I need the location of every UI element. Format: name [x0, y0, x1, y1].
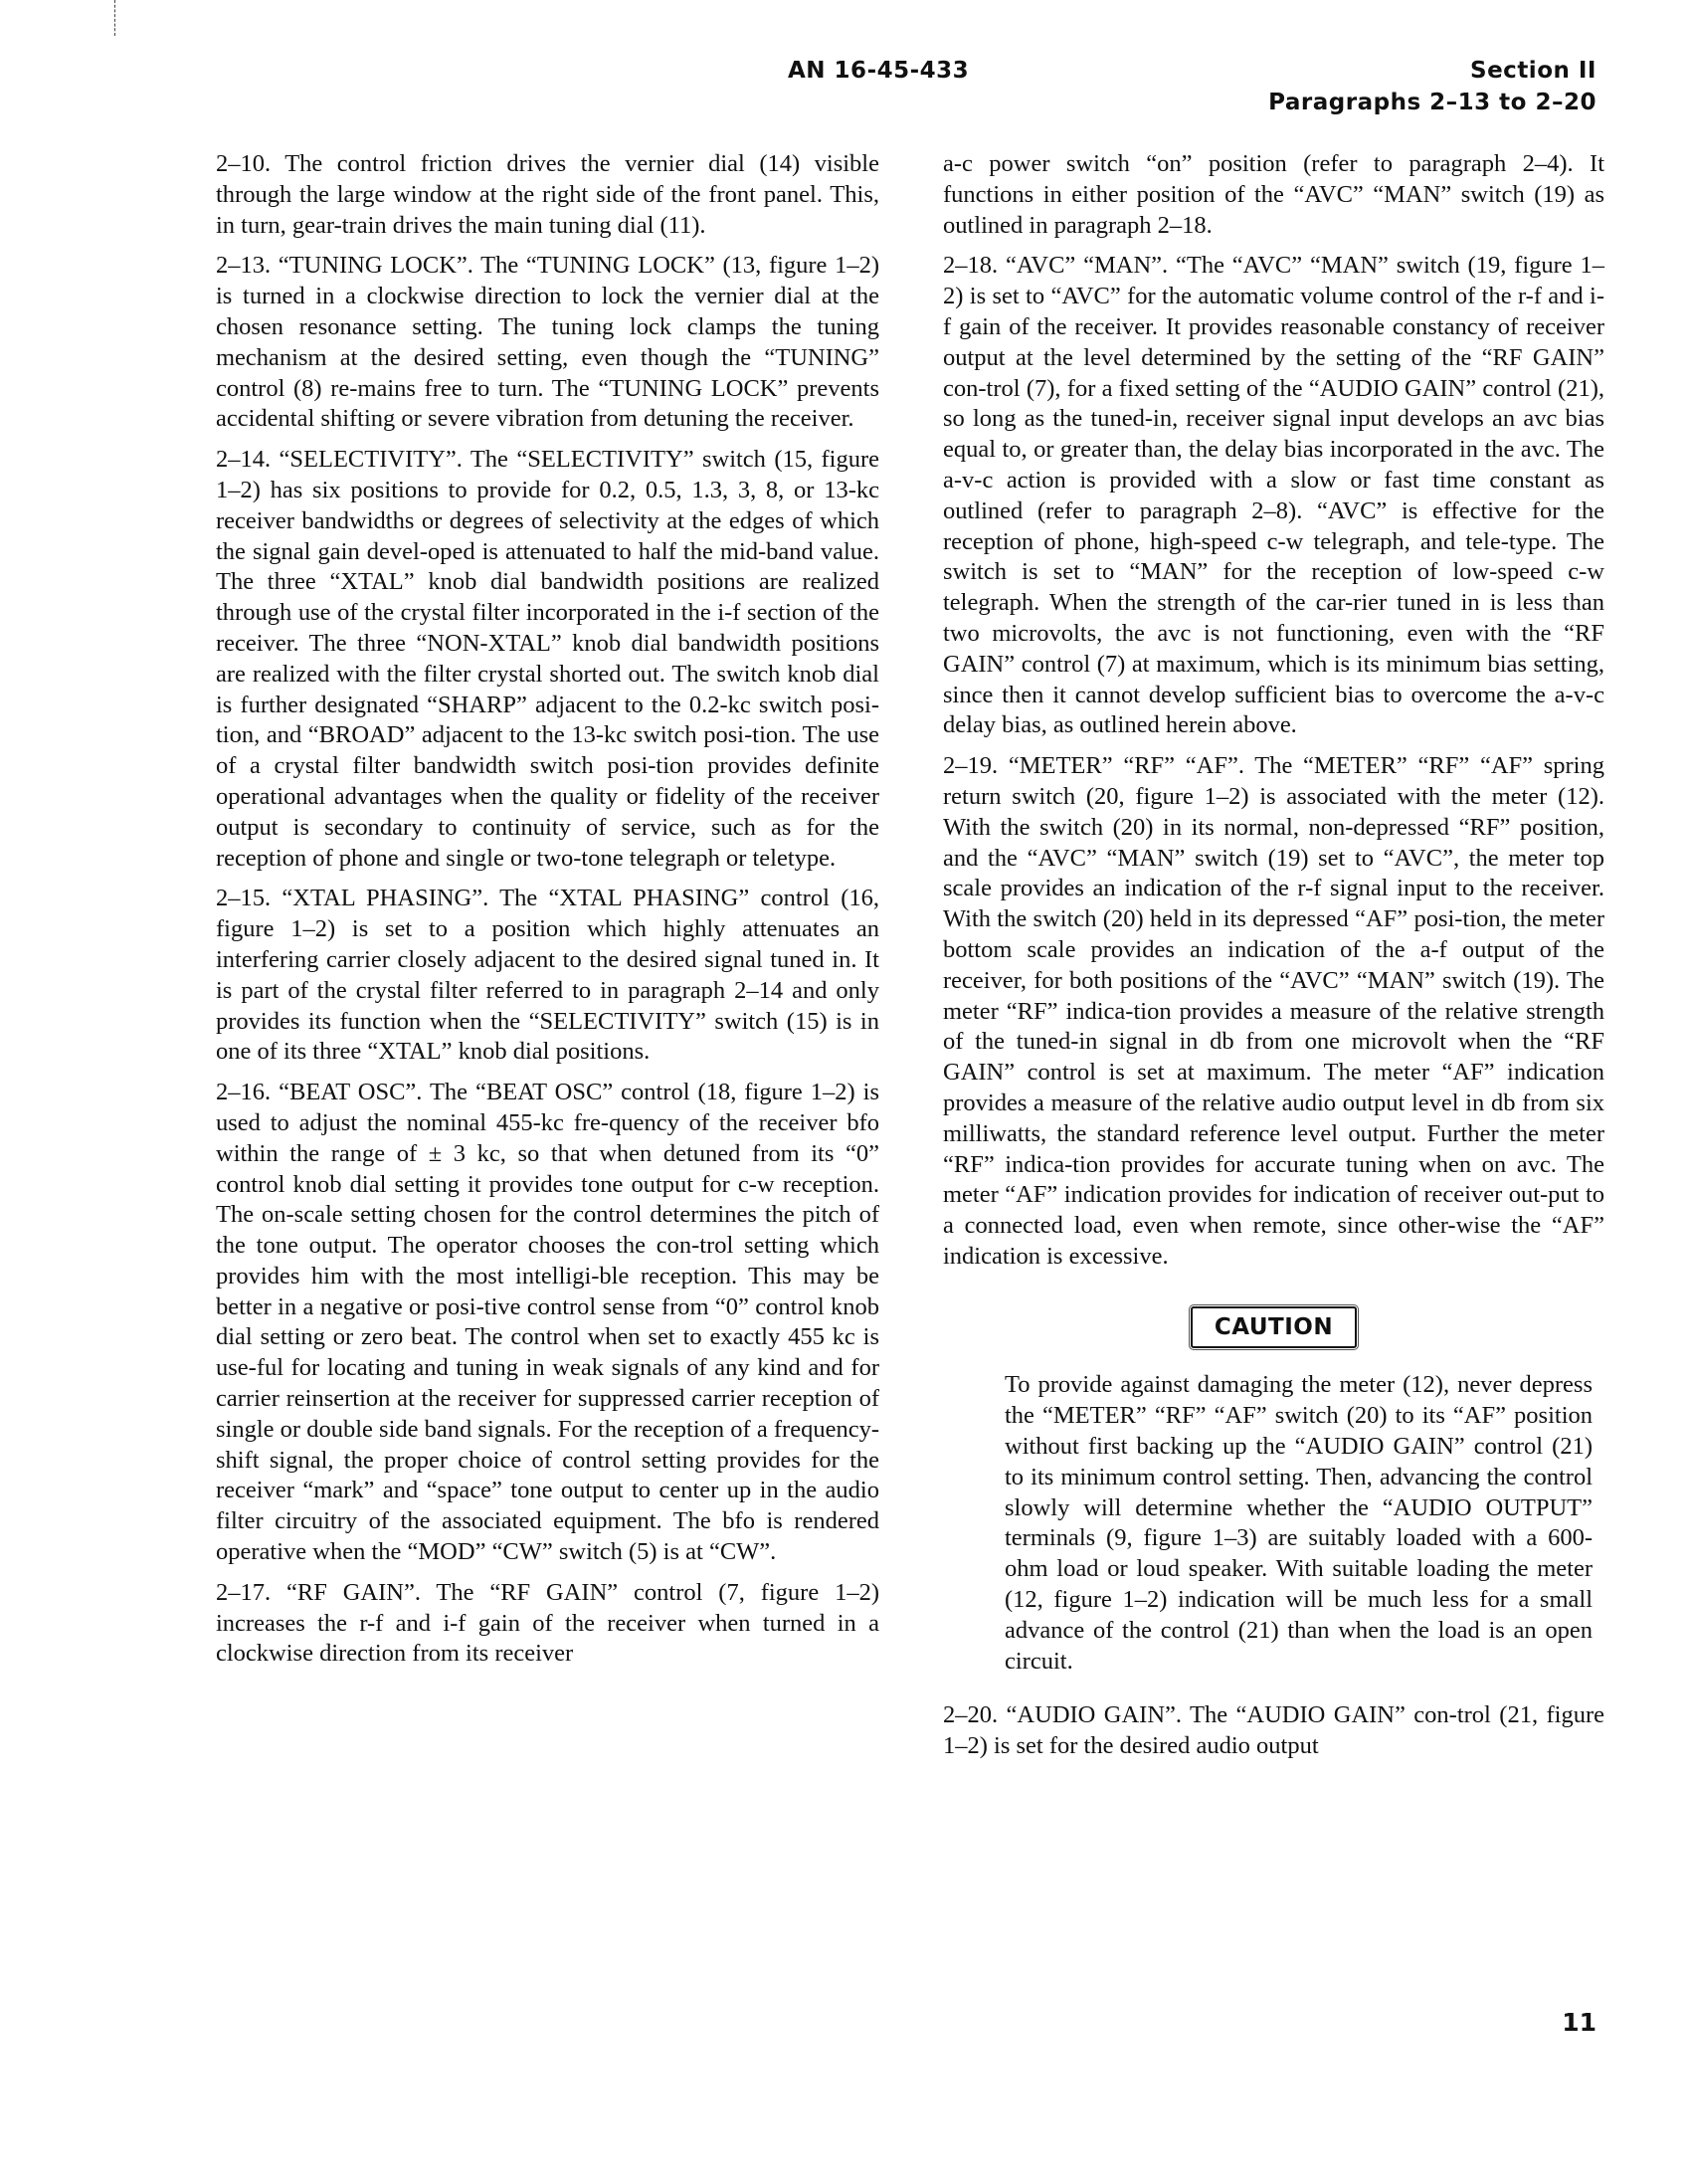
left-column — [216, 149, 879, 1680]
paragraph-2-17: 2–17. “RF GAIN”. The “RF GAIN” control (7, figure 1–2) increases the r-f and i-f gain of the receiver when turned in a clockwise direction from its receiver — [216, 1578, 879, 1668]
caution-text: To provide against damaging the meter (12), never depress the “METER” “RF” “AF” switch (20) to its “AF” position without first backing up the “AUDIO GAIN” control (21) to its minimum control setting. Then, advancing the control slowly will determine whether the “AUDIO OUTPUT” terminals (9, figure 1–3) are suitably loaded with a 600-ohm load or loud speaker. With suitable loading the meter (12, figure 1–2) indication will be much less for a small advance of the control (21) than when the load is an open circuit. — [1005, 1371, 1593, 1675]
paragraph-2-20: 2–20. “AUDIO GAIN”. The “AUDIO GAIN” con-trol (21, figure 1–2) is set for the desired audio output — [943, 1701, 1604, 1760]
paragraph-2-19: 2–19. “METER” “RF” “AF”. The “METER” “RF” “AF” spring return switch (20, figure 1–2) is associated with the meter (12). With the switch (20) in its normal, non-depressed “RF” position, and the “AVC” “MAN” switch (19) set to “AVC”, the meter top scale provides an indication of the r-f signal input to the receiver. With the switch (20) held in its depressed “AF” posi-tion, the meter bottom scale provides an indication of the a-f output of the receiver, for both positions of the “AVC” “MAN” switch (19). The meter “RF” indica-tion provides a measure of the relative strength of the tuned-in signal in db from one microvolt when the “RF GAIN” control is set at maximum. The meter “AF” indication provides a measure of the relative audio output level in db from six milliwatts, the standard reference level output. Further the meter “RF” indica-tion provides for accurate tuning when on avc. The meter “AF” indication provides for indication of receiver out-put to a connected load, even when remote, since other-wise the “AF” indication is excessive. — [943, 752, 1604, 1270]
paragraph-range: Paragraphs 2–13 to 2–20 — [1268, 90, 1597, 115]
section-title: Section II — [1470, 58, 1597, 84]
paragraph-2-10: 2–10. The control friction drives the vernier dial (14) visible through the large window at the right side of the front panel. This, in turn, gear-train drives the main tuning dial (11). — [216, 150, 879, 239]
document-number: AN 16-45-433 — [788, 58, 970, 84]
paragraph-2-15: 2–15. “XTAL PHASING”. The “XTAL PHASING” control (16, figure 1–2) is set to a position which highly attenuates an interfering carrier closely adjacent to the desired signal tuned in. It is part of the crystal filter referred to in paragraph 2–14 and only provides its function when the “SELECTIVITY” switch (15) is in one of its three “XTAL” knob dial positions. — [216, 885, 879, 1066]
caution-heading — [943, 1306, 1604, 1349]
paragraph-2-18: 2–18. “AVC” “MAN”. “The “AVC” “MAN” switch (19, figure 1–2) is set to “AVC” for the automatic volume control of the r-f and i-f gain of the receiver. It provides reasonable constancy of receiver output at the level determined by the setting of the “RF GAIN” con-trol (7), for a fixed setting of the “AUDIO GAIN” control (21), so long as the tuned-in, receiver signal input develops an avc bias equal to, or greater than, the delay bias incorporated in the avc. The a-v-c action is provided with a slow or fast time constant as outlined (refer to paragraph 2–8). “AVC” is effective for the reception of phone, high-speed c-w telegraph, and tele-type. The switch is set to “MAN” for the reception of low-speed c-w telegraph. When the strength of the car-rier tuned in is less than two microvolts, the avc is not functioning, even with the “RF GAIN” control (7) at maximum, which is its minimum bias setting, since then it cannot develop sufficient bias to overcome the a-v-c delay bias, as outlined herein above. — [943, 252, 1604, 739]
scan-edge-mark — [114, 0, 116, 36]
page-number: 11 — [1562, 2008, 1597, 2037]
right-column — [943, 149, 1604, 1772]
paragraph-2-17-continued: a-c power switch “on” position (refer to paragraph 2–4). It functions in either position of the “AVC” “MAN” switch (19) as outlined in paragraph 2–18. — [943, 150, 1604, 239]
caution-label: CAUTION — [1191, 1306, 1357, 1349]
paragraph-2-13: 2–13. “TUNING LOCK”. The “TUNING LOCK” (13, figure 1–2) is turned in a clockwise direction to lock the vernier dial at the chosen resonance setting. The tuning lock clamps the tuning mechanism at the desired setting, even though the “TUNING” control (8) re-mains free to turn. The “TUNING LOCK” prevents accidental shifting or severe vibration from detuning the receiver. — [216, 252, 879, 433]
paragraph-2-14: 2–14. “SELECTIVITY”. The “SELECTIVITY” switch (15, figure 1–2) has six positions to provide for 0.2, 0.5, 1.3, 3, 8, or 13-kc receiver bandwidths or degrees of selectivity at the edges of which the signal gain devel-oped is attenuated to half the mid-band value. The three “XTAL” knob dial bandwidth positions are realized through use of the crystal filter incorporated in the i-f section of the receiver. The three “NON-XTAL” knob dial bandwidth positions are realized with the filter crystal shorted out. The switch knob dial is further designated “SHARP” adjacent to the 0.2-kc switch posi-tion, and “BROAD” adjacent to the 13-kc switch posi-tion. The use of a crystal filter bandwidth switch posi-tion provides definite operational advantages when the quality or fidelity of the receiver output is secondary to continuity of service, such as for the reception of phone and single or two-tone telegraph or teletype. — [216, 446, 879, 872]
paragraph-2-16: 2–16. “BEAT OSC”. The “BEAT OSC” control (18, figure 1–2) is used to adjust the nominal 455-kc fre-quency of the receiver bfo within the range of ± 3 kc, so that when detuned from its “0” control knob dial setting it provides tone output for c-w reception. The on-scale setting chosen for the control determines the pitch of the tone output. The operator chooses the con-trol setting which provides him with the most intelligi-ble reception. This may be better in a negative or posi-tive control sense from “0” control knob dial setting or zero beat. The control when set to exactly 455 kc is use-ful for locating and tuning in weak signals of any kind and for carrier reinsertion at the receiver for suppressed carrier reception of single or double side band signals. For the reception of a frequency-shift signal, the proper choice of control setting provides for the receiver “mark” and “space” tone output to center up in the audio filter circuitry of the associated equipment. The bfo is rendered operative when the “MOD” “CW” switch (5) is at “CW”. — [216, 1079, 879, 1566]
